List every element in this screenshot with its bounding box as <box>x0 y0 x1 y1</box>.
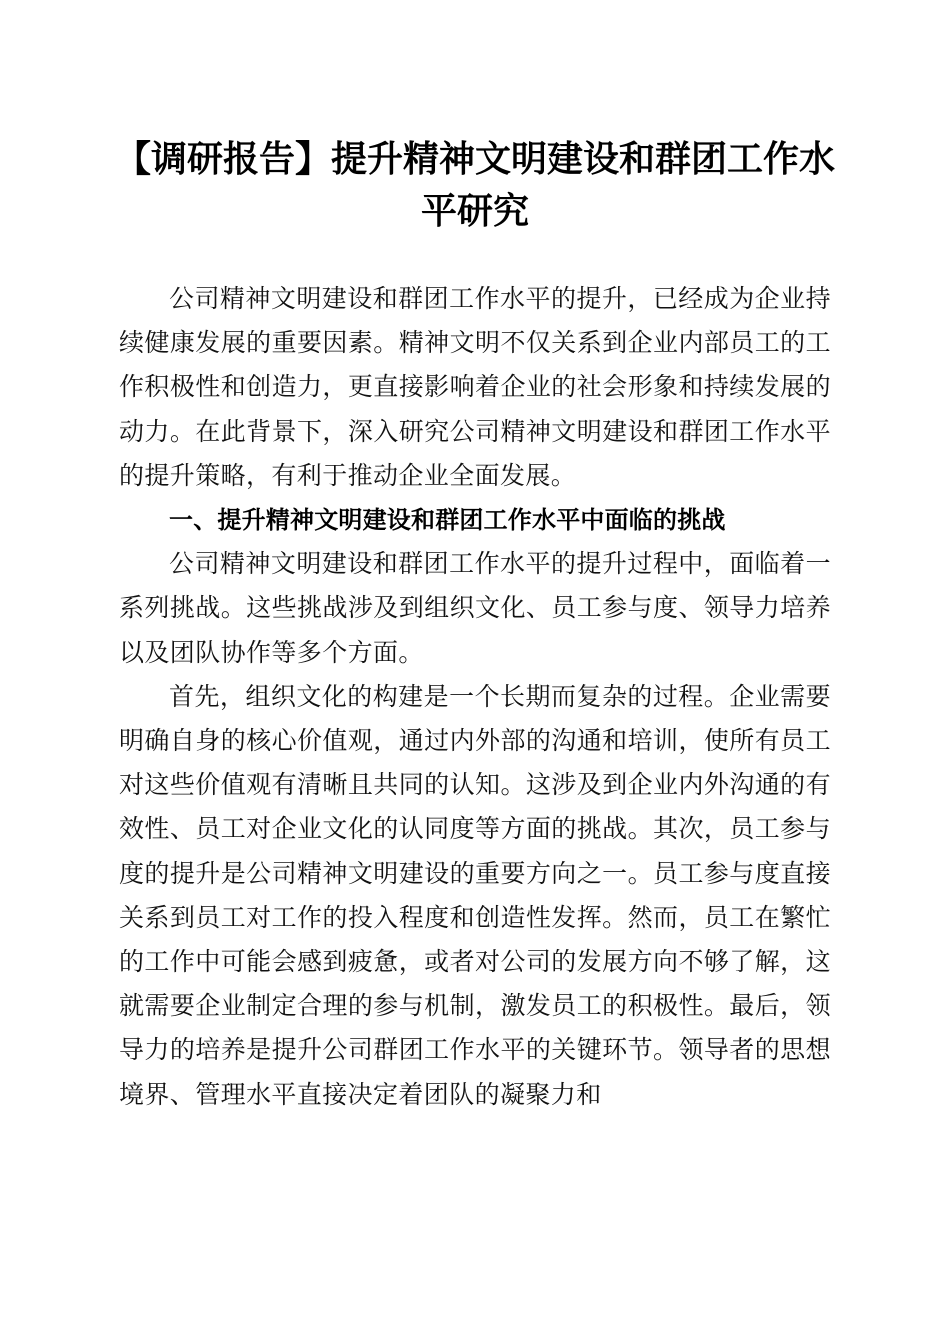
document-body <box>119 277 831 1117</box>
section-heading: 一、提升精神文明建设和群团工作水平中面临的挑战 <box>169 506 726 535</box>
section-paragraph-2: 首先，组织文化的构建是一个长期而复杂的过程。企业需要明确自身的核心价值观，通过内外部的沟通和培训，使所有员工对这些价值观有清晰且共同的认知。这涉及到企业内外沟通的有效性、员工对企业文化的认同度等方面的挑战。其次，员工参与度的提升是公司精神文明建设的重要方向之一。员工参与度直接关系到员工对工作的投入程度和创造性发挥。然而，员工在繁忙的工作中可能会感到疲惫，或者对公司的发展方向不够了解，这就需要企业制定合理的参与机制，激发员工的积极性。最后，领导力的培养是提升公司群团工作水平的关键环节。领导者的思想境界、管理水平直接决定着团队的凝聚力和 <box>119 681 831 1109</box>
intro-paragraph: 公司精神文明建设和群团工作水平的提升，已经成为企业持续健康发展的重要因素。精神文明不仅关系到企业内部员工的工作积极性和创造力，更直接影响着企业的社会形象和持续发展的动力。在此背景下，深入研究公司精神文明建设和群团工作水平的提升策略，有利于推动企业全面发展。 <box>119 284 831 490</box>
document-title: 【调研报告】提升精神文明建设和群团工作水平研究 <box>114 138 835 232</box>
section-paragraph-1: 公司精神文明建设和群团工作水平的提升过程中，面临着一系列挑战。这些挑战涉及到组织文化、员工参与度、领导力培养以及团队协作等多个方面。 <box>119 549 831 667</box>
